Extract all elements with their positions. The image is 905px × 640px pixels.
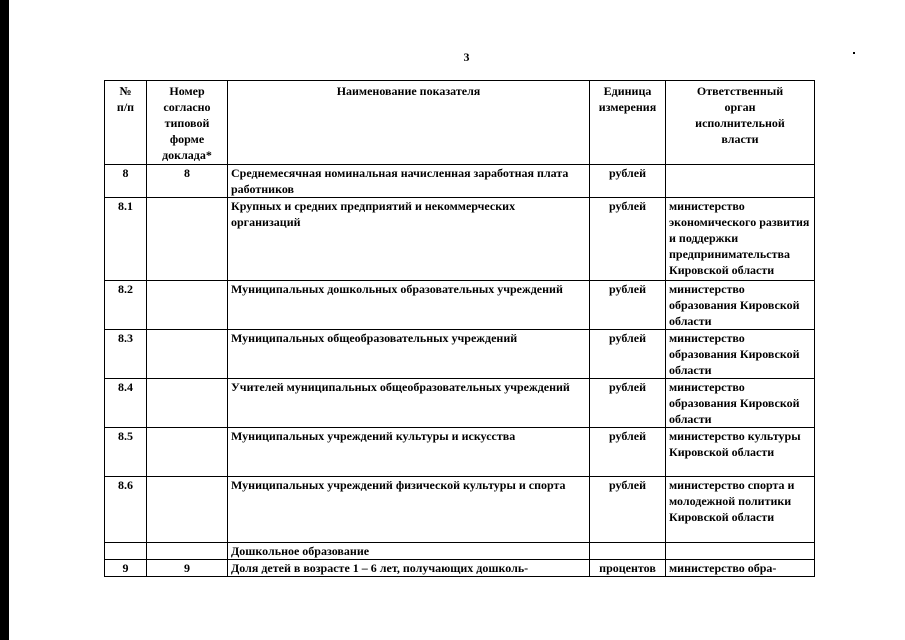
header-unit: Единица измерения [590,81,666,165]
row-unit: процентов [590,560,666,577]
table-row [105,330,815,379]
row-num: 8.4 [105,379,147,428]
table-row [105,477,815,543]
row-responsible-body: министерство обра- [666,560,815,577]
section-row [105,543,815,560]
row-indicator-name: Среднемесячная номинальная начисленная заработная плата работников [228,165,590,198]
row-unit: рублей [590,165,666,198]
table-row [105,428,815,477]
row-responsible-body [666,165,815,198]
row-num: 8.2 [105,281,147,330]
row-responsible-body: министерство образования Кировской области [666,281,815,330]
section-unit [590,543,666,560]
indicator-table [104,80,815,577]
row-indicator-name: Муниципальных общеобразовательных учреждений [228,330,590,379]
row-unit: рублей [590,281,666,330]
row-indicator-name: Муниципальных дошкольных образовательных учреждений [228,281,590,330]
table-row [105,165,815,198]
row-unit: рублей [590,379,666,428]
section-form-number [147,543,228,560]
table-row [105,560,815,577]
row-unit: рублей [590,477,666,543]
row-responsible-body: министерство культуры Кировской области [666,428,815,477]
row-form-number [147,198,228,281]
row-num: 8.1 [105,198,147,281]
row-indicator-name: Муниципальных учреждений физической культуры и спорта [228,477,590,543]
section-responsible-body [666,543,815,560]
row-responsible-body: министерство образования Кировской области [666,379,815,428]
row-form-number [147,428,228,477]
page-number: 3 [463,50,470,64]
row-num: 8.6 [105,477,147,543]
row-num: 9 [105,560,147,577]
row-form-number [147,379,228,428]
row-form-number [147,477,228,543]
table-row [105,281,815,330]
table-row [105,379,815,428]
header-num: № п/п [105,81,147,165]
header-responsible-body: Ответственный орган исполнительной власти [666,81,815,165]
row-form-number [147,330,228,379]
header-indicator-name: Наименование показателя [228,81,590,165]
section-title: Дошкольное образование [228,543,590,560]
row-form-number: 9 [147,560,228,577]
row-indicator-name: Крупных и средних предприятий и некоммерческих организаций [228,198,590,281]
scan-edge [0,0,9,640]
table-header-row [105,81,815,165]
row-num: 8 [105,165,147,198]
row-indicator-name: Муниципальных учреждений культуры и искусства [228,428,590,477]
row-unit: рублей [590,428,666,477]
section-num [105,543,147,560]
row-responsible-body: министерство образования Кировской области [666,330,815,379]
row-responsible-body: министерство спорта и молодежной политики Кировской области [666,477,815,543]
row-form-number: 8 [147,165,228,198]
row-indicator-name: Учителей муниципальных общеобразовательных учреждений [228,379,590,428]
row-form-number [147,281,228,330]
row-responsible-body: министерство экономического развития и поддержки предпринимательства Кировской области [666,198,815,281]
header-form-number: Номер согласно типовой форме доклада* [147,81,228,165]
row-unit: рублей [590,330,666,379]
row-num: 8.3 [105,330,147,379]
row-num: 8.5 [105,428,147,477]
row-unit: рублей [590,198,666,281]
row-indicator-name: Доля детей в возрасте 1 – 6 лет, получающих дошколь- [228,560,590,577]
table-row [105,198,815,281]
